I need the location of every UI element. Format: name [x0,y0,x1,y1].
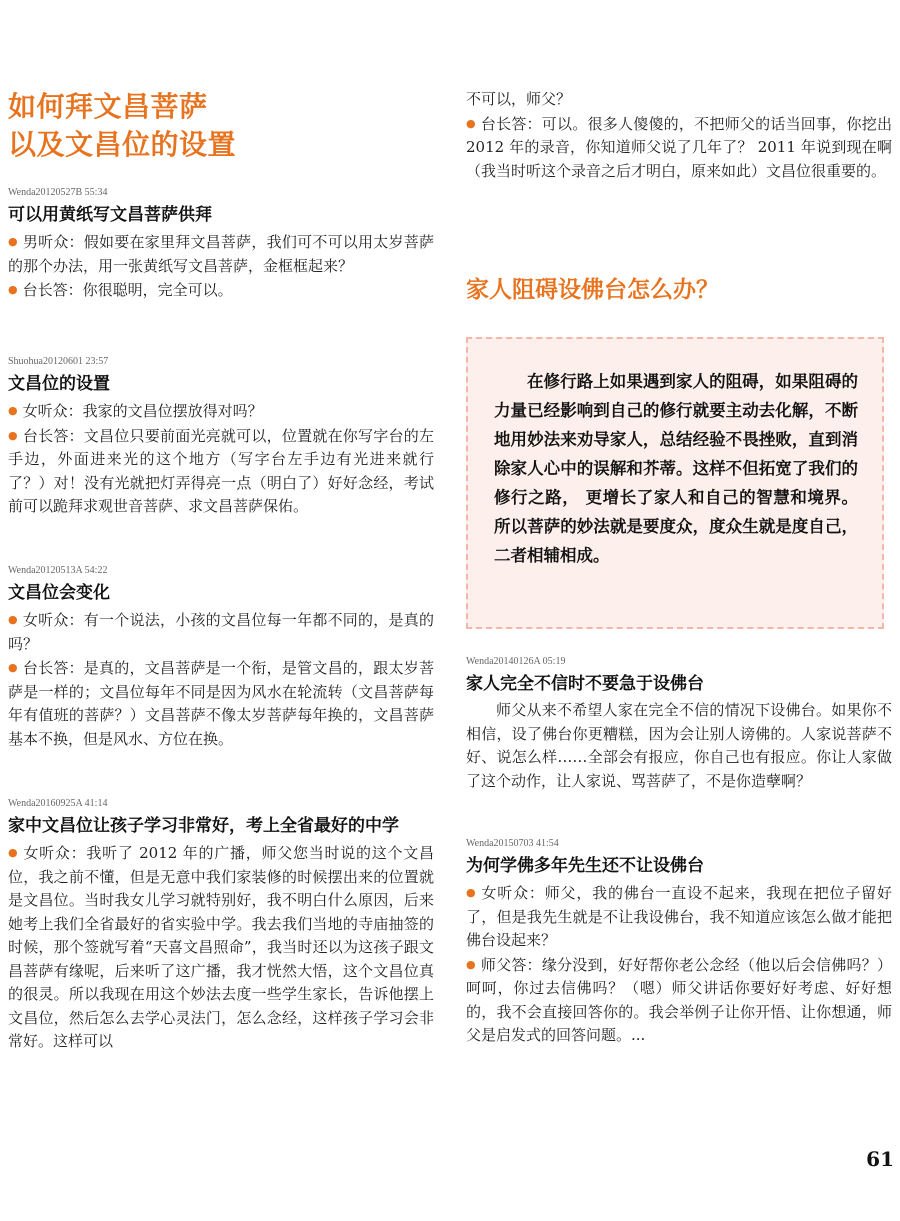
qa-paragraph: ● 女听众：我家的文昌位摆放得对吗？ [8,402,263,420]
section-heading: 可以用黄纸写文昌菩萨供拜 [8,205,212,225]
qa-paragraph: ● 女听众：我听了 2012 年的广播，师父您当时说的这个文昌位，我之前不懂，但是无意中我们家装修的时候摆出来的位置就是文昌位。当时我女儿学习就特别好，我不明白什么原因，后来她考上我们全省最好的省实验中学。我去我们当地的寺庙抽签的时候，那个签就写着“天喜文昌照命”，我当时还以为这孩子跟文昌菩萨有缘呢，后来听了这广播，我才恍然大悟，这个文昌位真的很灵。所以我现在用这个妙法去度一些学生家长，告诉他摆上文昌位，然后怎么去学心灵法门，怎么念经，这样孩子学习会非常好。这样可以 [8,844,434,1050]
bullet-icon: ● [8,283,18,296]
qa-paragraph: ● 台长答：你很聪明，完全可以。 [8,281,233,299]
section-child-study [8,798,434,1054]
section-heading: 为何学佛多年先生还不让设佛台 [466,856,704,876]
callout-text: 在修行路上如果遇到家人的阻碍，如果阻碍的力量已经影响到自己的修行就要主动去化解，不断地用妙法来劝导家人，总结经验不畏挫败，直到消除家人心中的误解和芥蒂。这样不但拓宽了我们的修行之路， 更增长了家人和自己的智慧和境界。所以菩萨的妙法就是要度众，度众生就是度自己， 二者相辅相成。 [494,372,858,565]
bullet-icon: ● [8,235,18,248]
section-husband-refuses [466,838,892,1048]
continued-line: 不可以，师父？ [466,90,572,108]
section-heading: 家人完全不信时不要急于设佛台 [466,674,704,694]
bullet-icon: ● [8,428,18,442]
section-heading: 文昌位的设置 [8,374,110,394]
bullet-icon: ● [8,661,18,674]
page-title-line-2: 以及文昌位的设置 [8,128,237,161]
section-wenchang-change [8,565,434,751]
page-title-line-1: 如何拜文昌菩萨 [8,90,208,123]
bullet-icon: ● [8,404,18,417]
section-yellow-paper [8,187,434,303]
qa-paragraph: ● 台长答：可以。很多人傻傻的，不把师父的话当回事，你挖出 2012 年的录音，你知道师父说了几年了？ 2011 年说到现在啊（我当时听这个录音之后才明白，原来如此）文昌位很重要的。 [466,114,892,180]
page-title [8,88,236,164]
source-code: Wenda20150703 41:54 [466,838,559,849]
bullet-icon: ● [8,846,19,859]
continued-answer [466,88,892,183]
section-wenchang-setup [8,356,434,519]
qa-paragraph: ● 师父答：缘分没到，好好帮你老公念经（他以后会信佛吗？）呵呵，你过去信佛吗？（嗯）师父讲话你要好好考虑、好好想的，我不会直接回答你的。我会举例子让你开悟、让你想通，师父是启发式的回答问题。... [466,955,892,1044]
source-code: Wenda20120513A 54:22 [8,565,108,576]
section-no-rush-altar [466,656,892,793]
bullet-icon: ● [466,116,476,130]
qa-paragraph: ● 台长答：文昌位只要前面光亮就可以，位置就在你写字台的左手边，外面进来光的这个地方（写字台左手边有光进来就行了？）对！没有光就把灯弄得亮一点（明白了）好好念经，考试前可以跪拜求观世音菩萨、求文昌菩萨保佑。 [8,426,434,515]
callout-box [466,337,884,629]
section-heading: 家中文昌位让孩子学习非常好，考上全省最好的中学 [8,816,399,836]
source-code: Wenda20140126A 05:19 [466,656,566,667]
bullet-icon: ● [466,957,476,971]
source-code: Shuohua20120601 23:57 [8,356,109,367]
source-code: Wenda20160925A 41:14 [8,798,108,809]
bullet-icon: ● [8,613,18,626]
body-paragraph: 师父从来不希望人家在完全不信的情况下设佛台。如果你不相信，设了佛台你更糟糕，因为会让别人谤佛的。人家说菩萨不好、说怎么样……全部会有报应，你自己也有报应。你让人家做了这个动作，让人家说、骂菩萨了，不是你造孽啊？ [466,701,892,790]
qa-paragraph: ● 台长答：是真的，文昌菩萨是一个衔，是管文昌的，跟太岁菩萨是一样的；文昌位每年不同是因为风水在轮流转（文昌菩萨每年有值班的菩萨？）文昌菩萨不像太岁菩萨每年换的，文昌菩萨基本不换，但是风水、方位在换。 [8,659,434,748]
section-heading: 文昌位会变化 [8,583,110,603]
qa-paragraph: ● 女听众：有一个说法，小孩的文昌位每一年都不同的，是真的吗？ [8,611,434,653]
source-code: Wenda20120527B 55:34 [8,187,108,198]
section-title-family-obstacle: 家人阻碍设佛台怎么办？ [466,277,719,303]
bullet-icon: ● [466,886,477,899]
qa-paragraph: ● 女听众：师父，我的佛台一直设不起来，我现在把位子留好了，但是我先生就是不让我设佛台，我不知道应该怎么做才能把佛台设起来？ [466,884,892,949]
qa-paragraph: ● 男听众：假如要在家里拜文昌菩萨，我们可不可以用太岁菩萨的那个办法，用一张黄纸写文昌菩萨，金框框起来？ [8,233,434,275]
page-number: 61 [866,1147,894,1171]
